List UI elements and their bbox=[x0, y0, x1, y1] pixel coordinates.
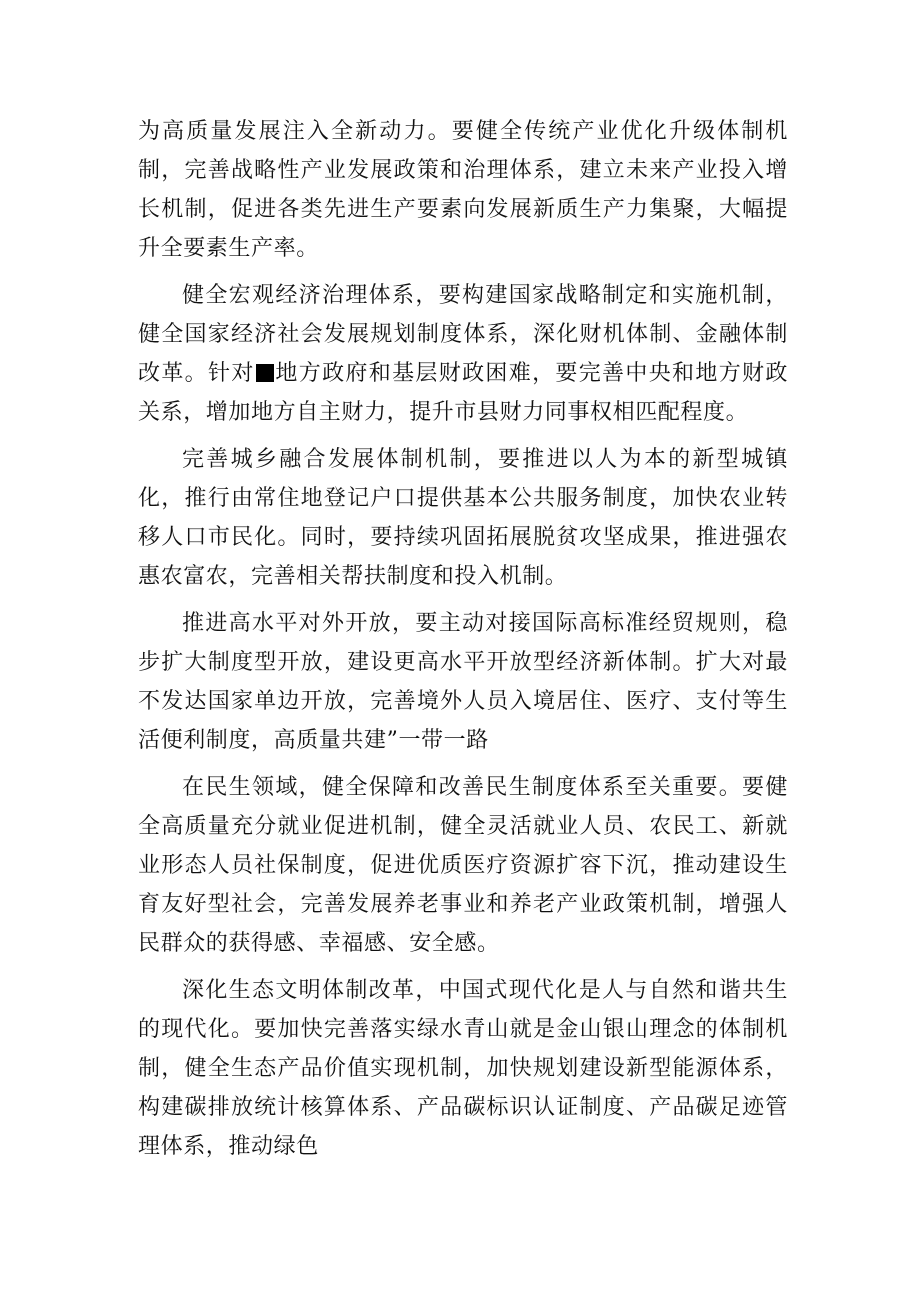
redaction-block bbox=[256, 364, 274, 382]
paragraph-5: 在民生领域，健全保障和改善民生制度体系至关重要。要健全高质量充分就业促进机制，健全灵活就业人员、农民工、新就业形态人员社保制度，促进优质医疗资源扩容下沉，推动建设生育友好型社会，完善发展养老事业和养老产业政策机制，增强人民群众的获得感、幸福感、安全感。 bbox=[138, 775, 788, 956]
paragraph-4: 推进高水平对外开放，要主动对接国际高标准经贸规则，稳步扩大制度型开放，建设更高水平开放型经济新体制。扩大对最不发达国家单边开放，完善境外人员入境居住、医疗、支付等生活便利制度，高质量共建”一带一路 bbox=[138, 611, 788, 753]
paragraph-1: 为高质量发展注入全新动力。要健全传统产业优化升级体制机制，完善战略性产业发展政策和治理体系，建立未来产业投入增长机制，促进各类先进生产要素向发展新质生产力集聚，大幅提升全要素生产率。 bbox=[138, 119, 788, 261]
paragraph-2-part-1: 健全宏观经济治理体系，要构建国家战略制定和实施机制，健全国家经济社会发展规划制度体系，深化财机体制、金融体制改革。针对 bbox=[138, 283, 788, 386]
document-body bbox=[138, 112, 788, 1174]
paragraph-2-part-2: 地方政府和基层财政困难，要完善中央和地方财政关系，增加地方自主财力，提升市县财力同事权相匹配程度。 bbox=[138, 361, 788, 425]
paragraph-2 bbox=[138, 276, 788, 432]
paragraph-6: 深化生态文明体制改革，中国式现代化是人与自然和谐共生的现代化。要加快完善落实绿水青山就是金山银山理念的体制机制，健全生态产品价值实现机制，加快规划建设新型能源体系，构建碳排放统计核算体系、产品碳标识认证制度、产品碳足迹管理体系，推动绿色 bbox=[138, 978, 788, 1159]
paragraph-3: 完善城乡融合发展体制机制，要推进以人为本的新型城镇化，推行由常住地登记户口提供基本公共服务制度，加快农业转移人口市民化。同时，要持续巩固拓展脱贫攻坚成果，推进强农惠农富农，完善相关帮扶制度和投入机制。 bbox=[138, 447, 788, 589]
